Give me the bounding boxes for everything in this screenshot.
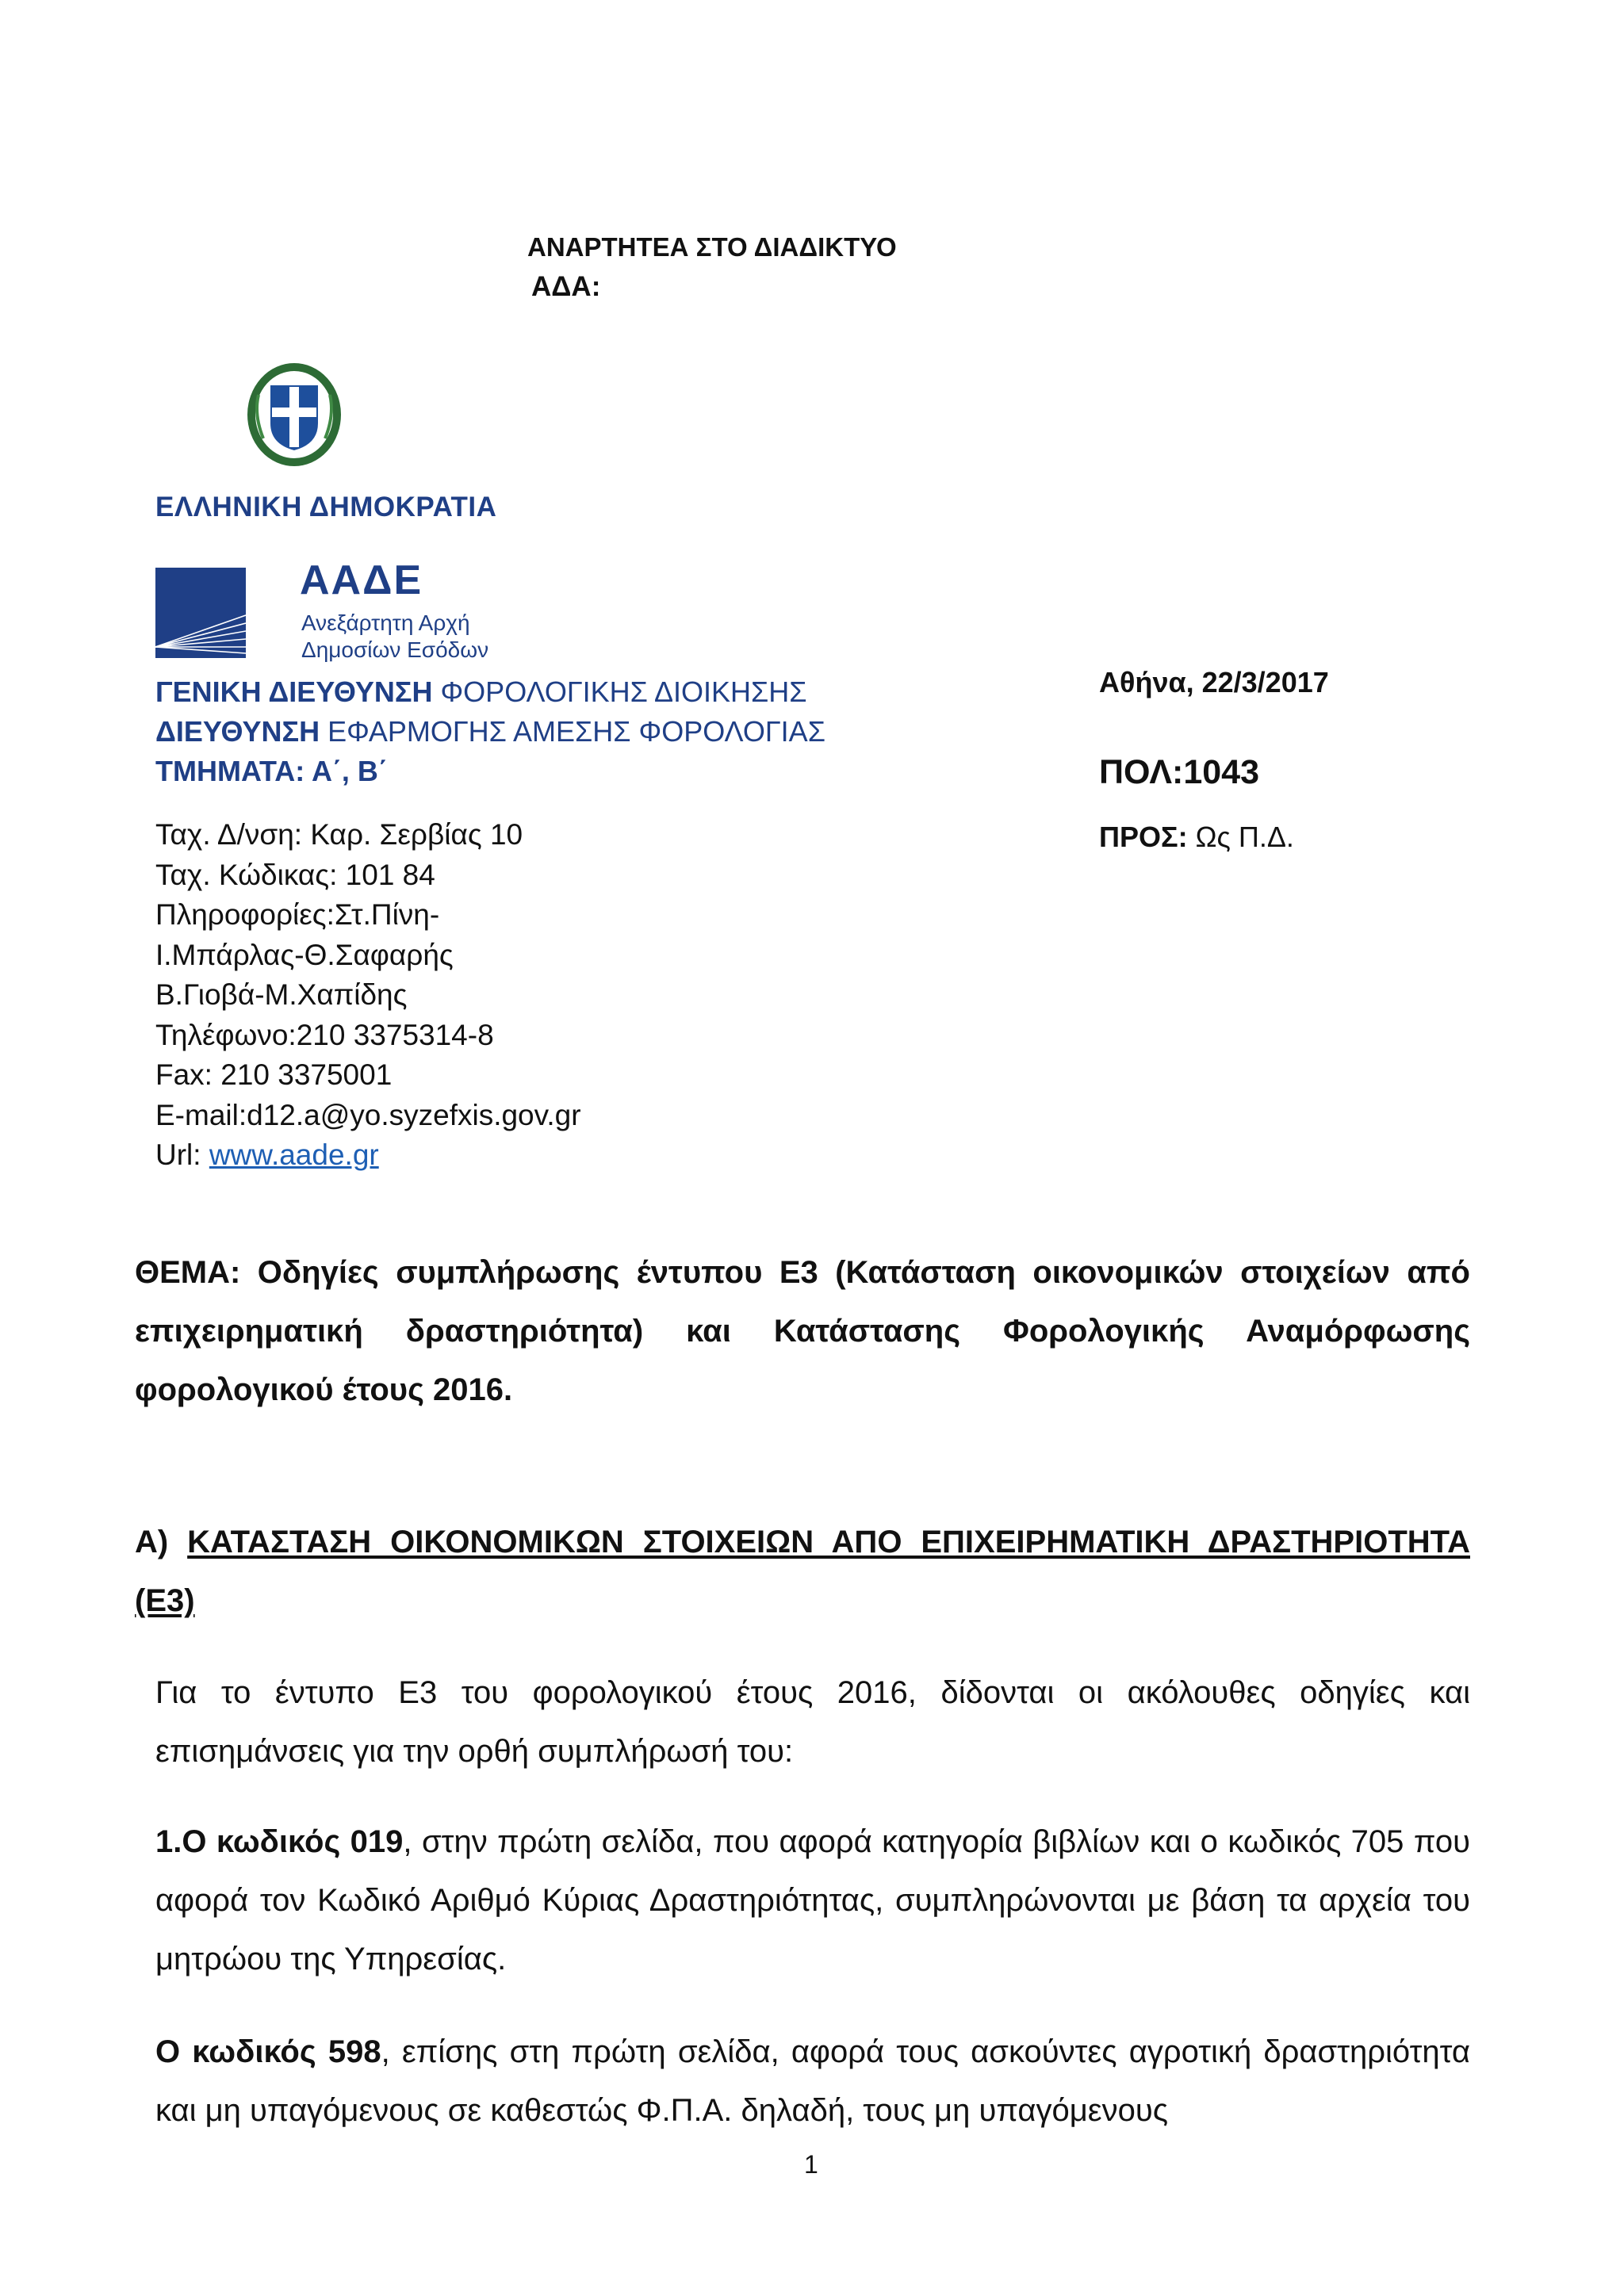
code-598-text: , επίσης στη πρώτη σελίδα, αφορά τους ασκούντες αγροτική δραστηριότητα και μη υπαγόμενους σε καθεστώς Φ.Π.Α. δηλαδή, τους μη υπαγόμενους xyxy=(155,2034,1470,2128)
contact-info-line-1: Πληροφορίες:Στ.Πίνη- xyxy=(155,898,440,931)
recipient xyxy=(1099,821,1294,854)
document-date: Αθήνα, 22/3/2017 xyxy=(1099,666,1329,698)
republic-heading: ΕΛΛΗΝΙΚΗ ΔΗΜΟΚΡΑΤΙΑ xyxy=(155,492,497,522)
section-a-heading xyxy=(135,1513,1470,1630)
section-a-title: ΚΑΤΑΣΤΑΣΗ ΟΙΚΟΝΟΜΙΚΩΝ ΣΤΟΙΧΕΙΩΝ ΑΠΟ ΕΠΙΧΕΙΡΗΜΑΤΙΚΗ ΔΡΑΣΤΗΡΙΟΤΗΤΑ (Ε3) xyxy=(135,1525,1470,1618)
general-directorate xyxy=(155,672,807,712)
contact-phone: Τηλέφωνο:210 3375314-8 xyxy=(155,1018,494,1051)
subject-heading: ΘΕΜΑ: Οδηγίες συμπλήρωσης έντυπου Ε3 (Κατάσταση οικονομικών στοιχείων από επιχειρηματική δραστηριότητα) και Κατάστασης Φορολογικής Αναμόρφωσης φορολογικού έτους 2016. xyxy=(135,1255,1470,1407)
contact-block xyxy=(155,815,581,1176)
contact-url-label: Url: xyxy=(155,1138,209,1171)
page-number: 1 xyxy=(804,2150,818,2179)
section-a-prefix: Α) xyxy=(135,1525,188,1559)
pol-number: ΠΟΛ:1043 xyxy=(1099,753,1260,791)
website-link[interactable]: www.aade.gr xyxy=(209,1138,379,1171)
aade-logo-icon xyxy=(155,568,246,658)
contact-url-row xyxy=(155,1135,581,1176)
contact-email: E-mail:d12.a@yo.syzefxis.gov.gr xyxy=(155,1098,581,1131)
aade-subtitle-line-1: Ανεξάρτητη Αρχή xyxy=(301,610,470,635)
contact-postcode: Ταχ. Κώδικας: 101 84 xyxy=(155,858,435,891)
contact-address: Ταχ. Δ/νση: Καρ. Σερβίας 10 xyxy=(155,818,523,851)
greek-coat-of-arms-icon xyxy=(246,363,343,466)
code-019-paragraph xyxy=(155,1812,1470,1988)
directorate-rest: ΕΦΑΡΜΟΓΗΣ ΑΜΕΣΗΣ ΦΟΡΟΛΟΓΙΑΣ xyxy=(320,715,825,748)
contact-info-line-2: Ι.Μπάρλας-Θ.Σαφαρής xyxy=(155,938,454,971)
aade-title: ΑΑΔΕ xyxy=(300,557,423,603)
departments: ΤΜΗΜΑΤΑ: Α΄, Β΄ xyxy=(155,755,388,787)
aade-subtitle-line-2: Δημοσίων Εσόδων xyxy=(301,637,489,662)
directorate xyxy=(155,712,825,752)
posting-notice: ΑΝΑΡΤΗΤΕΑ ΣΤΟ ΔΙΑΔΙΚΤΥΟ xyxy=(527,232,897,262)
general-directorate-rest: ΦΟΡΟΛΟΓΙΚΗΣ ΔΙΟΙΚΗΣΗΣ xyxy=(432,675,807,708)
code-019-text: , στην πρώτη σελίδα, που αφορά κατηγορία βιβλίων και ο κωδικός 705 που αφορά τον Κωδικό Αριθμό Κύριας Δραστηριότητας, συμπληρώνονται με βάση τα αρχεία του μητρώου της Υπηρεσίας. xyxy=(155,1824,1470,1976)
recipient-label: ΠΡΟΣ: xyxy=(1099,821,1188,853)
contact-info-line-3: Β.Γιοβά-Μ.Χαπίδης xyxy=(155,978,408,1011)
code-019-bold: 1.Ο κωδικός 019 xyxy=(155,1824,404,1859)
code-598-paragraph xyxy=(155,2022,1470,2140)
intro-paragraph: Για το έντυπο Ε3 του φορολογικού έτους 2016, δίδονται οι ακόλουθες οδηγίες και επισημάνσεις για την ορθή συμπλήρωσή του: xyxy=(155,1675,1470,1769)
contact-fax: Fax: 210 3375001 xyxy=(155,1058,393,1091)
ada-label: ΑΔΑ: xyxy=(531,271,601,302)
directorate-bold: ΔΙΕΥΘΥΝΣΗ xyxy=(155,715,320,748)
code-598-bold: Ο κωδικός 598 xyxy=(155,2034,381,2069)
recipient-value: Ως Π.Δ. xyxy=(1187,821,1294,853)
general-directorate-bold: ΓΕΝΙΚΗ ΔΙΕΥΘΥΝΣΗ xyxy=(155,675,433,708)
